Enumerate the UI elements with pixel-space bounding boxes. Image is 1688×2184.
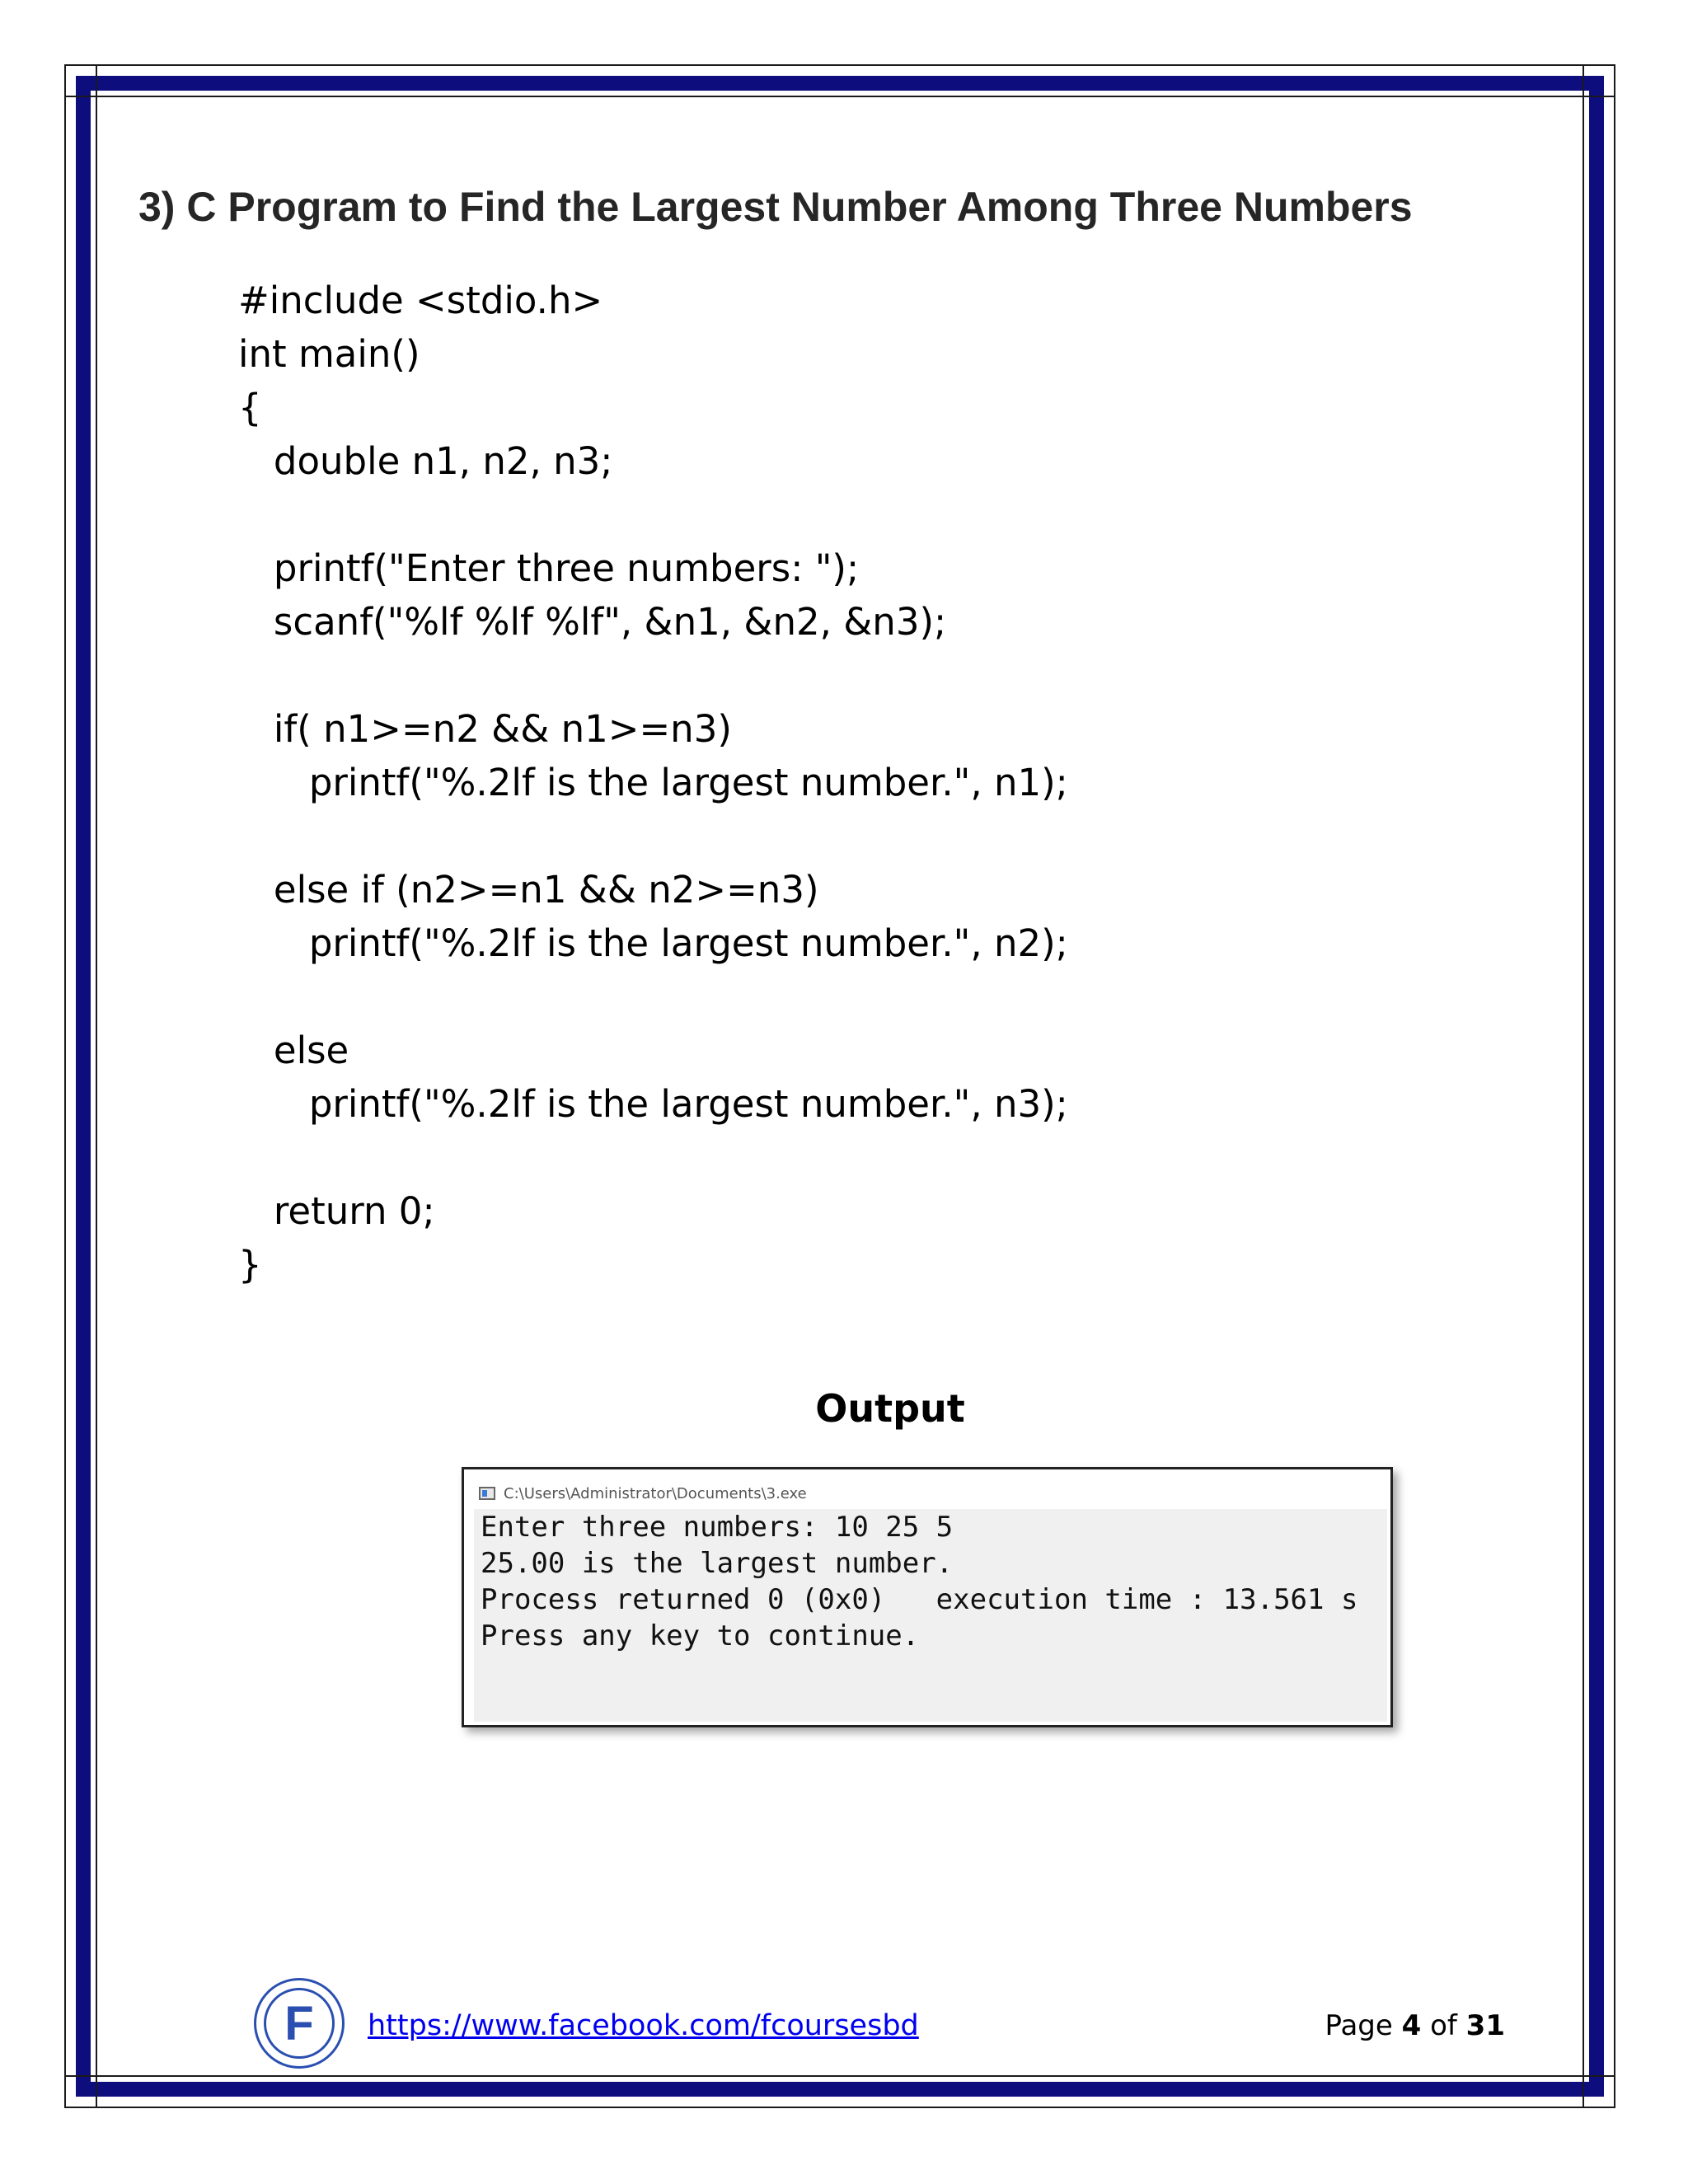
code-line: printf("%.2lf is the largest number.", n1); (238, 761, 1068, 804)
code-line (238, 488, 1068, 541)
border-corner-bottom-left (64, 2075, 97, 2108)
code-line: if( n1>=n2 && n1>=n3) (238, 707, 732, 751)
console-window (462, 1467, 1393, 1727)
code-line: printf("%.2lf is the largest number.", n3); (238, 1082, 1068, 1126)
console-output (474, 1509, 1387, 1722)
page-of: of (1421, 2009, 1466, 2042)
page-current: 4 (1401, 2009, 1422, 2042)
code-line: printf("Enter three numbers: "); (238, 546, 860, 590)
console-line: Enter three numbers: 10 25 5 (481, 1511, 954, 1544)
page-title: 3) C Program to Find the Largest Number Among Three Numbers (138, 184, 1413, 230)
code-line: int main() (238, 332, 420, 376)
code-line: { (238, 386, 262, 429)
code-line: scanf("%lf %lf %lf", &n1, &n2, &n3); (238, 600, 947, 644)
code-line (238, 970, 1068, 1024)
border-corner-top-right (1582, 64, 1615, 97)
code-line: #include <stdio.h> (238, 279, 603, 322)
output-heading: Output (815, 1386, 965, 1431)
console-line: Process returned 0 (0x0) execution time : 13.561 s (481, 1583, 1358, 1616)
code-line: } (238, 1243, 262, 1286)
console-window-icon (479, 1487, 495, 1500)
code-line: double n1, n2, n3; (238, 439, 613, 483)
code-line: return 0; (238, 1189, 435, 1233)
console-titlebar (474, 1479, 1387, 1507)
code-line: else if (n2>=n1 && n2>=n3) (238, 868, 819, 912)
logo-letter: F (264, 1988, 335, 2059)
console-title: C:\Users\Administrator\Documents\3.exe (504, 1484, 807, 1502)
page-prefix: Page (1325, 2009, 1402, 2042)
code-line (238, 1131, 1068, 1184)
fcourses-logo-icon (254, 1978, 345, 2069)
code-line (238, 649, 1068, 702)
code-line (238, 809, 1068, 863)
code-line: printf("%.2lf is the largest number.", n2); (238, 921, 1068, 965)
page-total: 31 (1465, 2009, 1505, 2042)
facebook-link[interactable]: https://www.facebook.com/fcoursesbd (368, 2009, 919, 2042)
console-line: 25.00 is the largest number. (481, 1547, 954, 1580)
page-number (1325, 2009, 1505, 2042)
border-corner-bottom-right (1582, 2075, 1615, 2108)
code-line: else (238, 1029, 349, 1072)
code-block (238, 274, 1068, 1291)
border-corner-top-left (64, 64, 97, 97)
console-line: Press any key to continue. (481, 1619, 920, 1652)
